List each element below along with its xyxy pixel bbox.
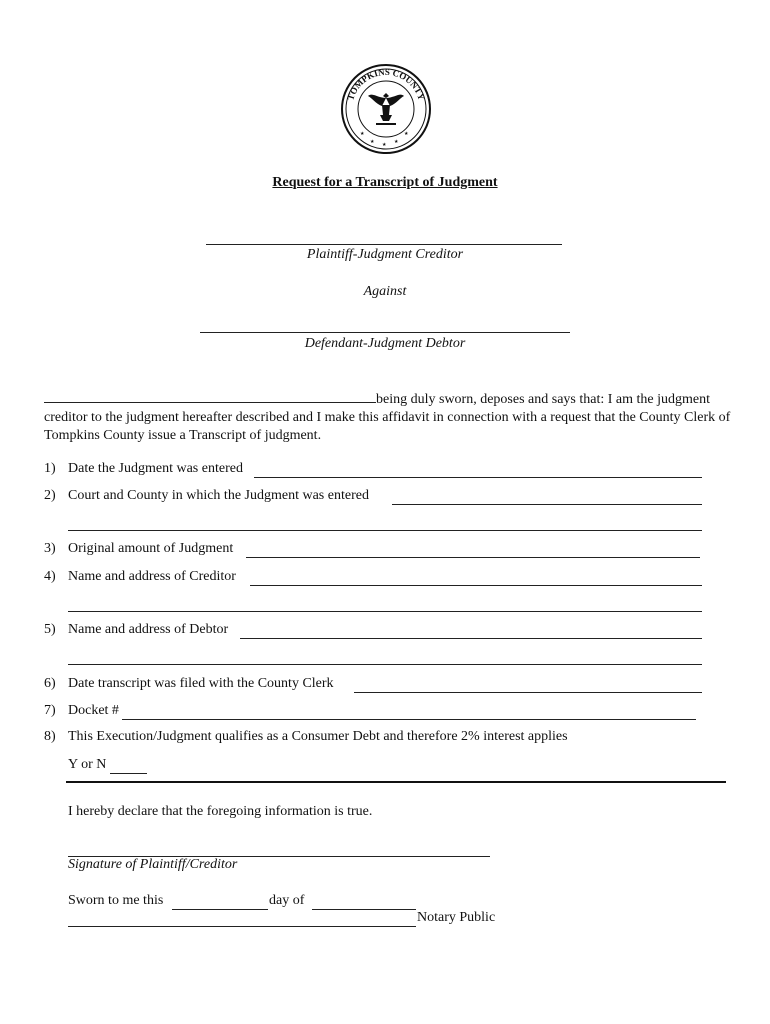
signature-label: Signature of Plaintiff/Creditor [68, 857, 238, 872]
sworn-text: being duly sworn, deposes and says that: I am the [376, 392, 654, 407]
debtor-field-2[interactable] [68, 664, 702, 665]
section-divider [66, 781, 726, 783]
declaration-text: I hereby declare that the foregoing information is true. [68, 804, 373, 819]
debtor-field[interactable] [240, 638, 702, 639]
court-county-field-2[interactable] [68, 530, 702, 531]
against-label: Against [363, 284, 407, 299]
affidavit-paragraph [44, 390, 734, 445]
yes-no-field[interactable] [110, 773, 147, 774]
defendant-label: Defendant-Judgment Debtor [304, 336, 466, 351]
docket-field[interactable] [122, 719, 696, 720]
seal-text: TOMPKINS COUNTY [345, 66, 427, 102]
svg-text:★: ★ [360, 132, 365, 137]
eagle-icon [368, 93, 404, 125]
sworn-this-label: Sworn to me this [68, 893, 164, 908]
form-title: Request for a Transcript of Judgment [272, 175, 498, 190]
date-entered-field[interactable] [254, 477, 702, 478]
creditor-field[interactable] [250, 585, 702, 586]
county-seal [340, 63, 432, 155]
yes-no-row [68, 757, 106, 773]
svg-text:★: ★ [382, 143, 387, 148]
creditor-field-2[interactable] [68, 611, 702, 612]
sworn-day-field[interactable] [172, 909, 268, 910]
notary-label: Notary Public [417, 910, 496, 925]
svg-text:★: ★ [404, 132, 409, 137]
plaintiff-label: Plaintiff-Judgment Creditor [306, 247, 464, 262]
affiant-name-field[interactable] [44, 390, 376, 403]
court-county-field[interactable] [392, 504, 702, 505]
day-of-label: day of [269, 893, 305, 908]
svg-text:★: ★ [394, 140, 399, 145]
defendant-line[interactable] [200, 332, 570, 333]
plaintiff-line[interactable] [206, 244, 562, 245]
svg-text:★: ★ [370, 140, 375, 145]
notary-signature-field[interactable] [68, 926, 416, 927]
affidavit-body: judgment creditor to the judgment hereafter described and I make this affidavit in connection with a request that the County Clerk of Tompkins County issue a Transcript of judgment. [44, 392, 731, 443]
yes-no-label: Y or N [68, 757, 107, 772]
original-amount-field[interactable] [246, 557, 700, 558]
transcript-date-field[interactable] [354, 692, 702, 693]
sworn-month-field[interactable] [312, 909, 416, 910]
